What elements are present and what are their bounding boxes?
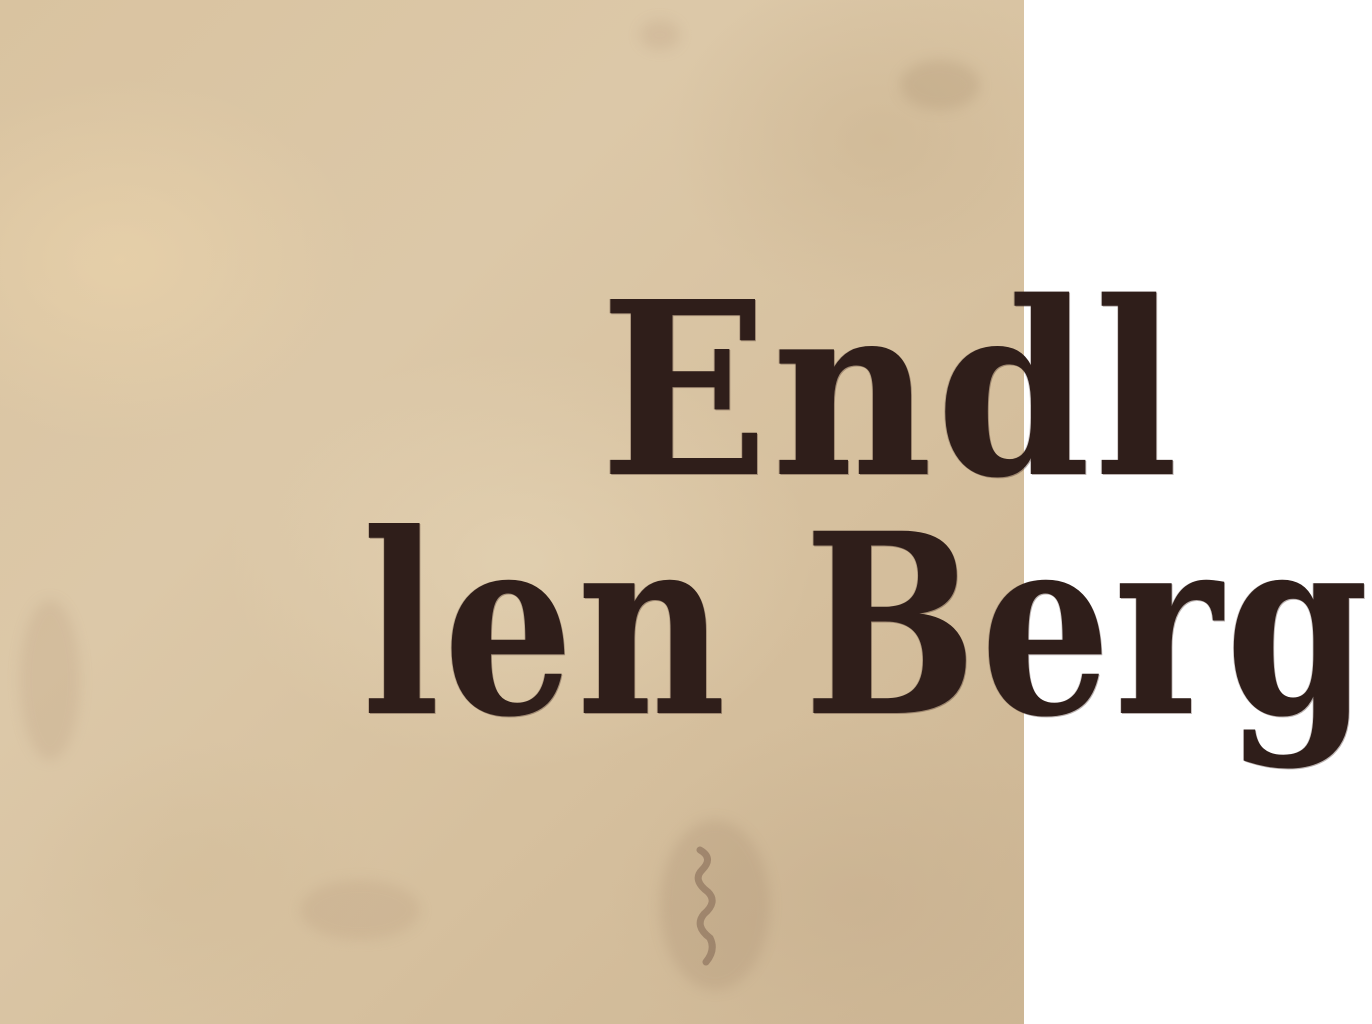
text-line-2: len Berg bbox=[362, 478, 1372, 772]
text-line-1: Endl bbox=[600, 249, 1182, 531]
faded-ink-mark bbox=[680, 840, 730, 970]
